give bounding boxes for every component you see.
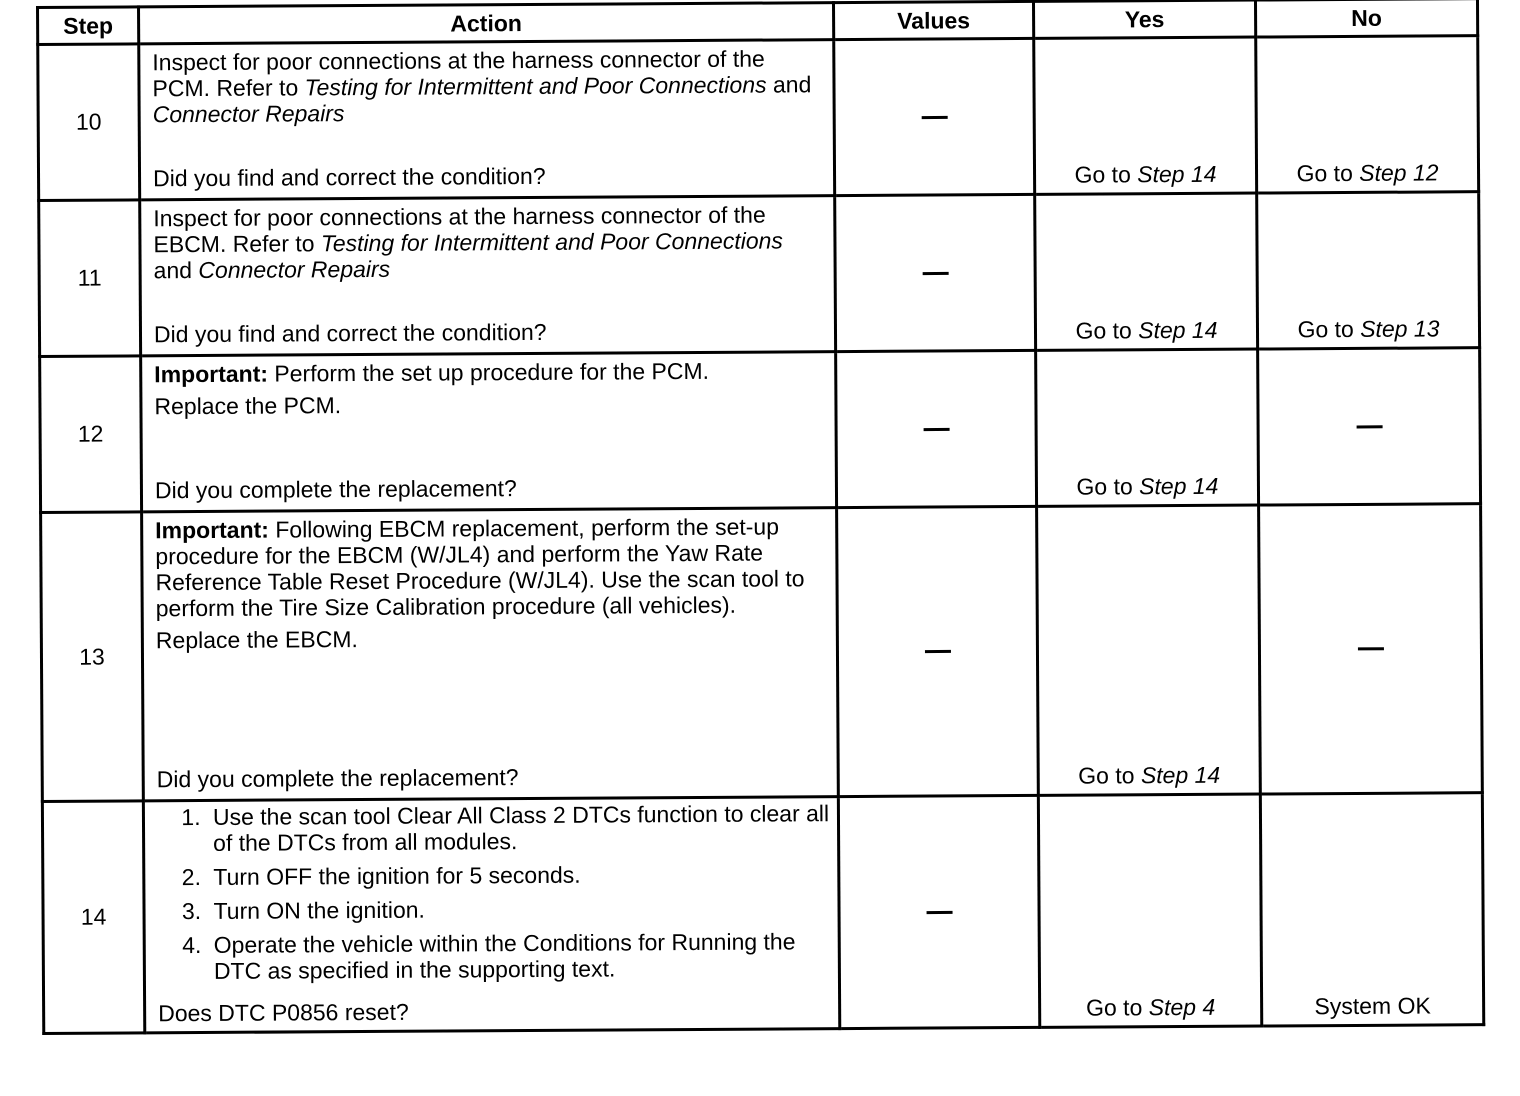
step-number: 13 xyxy=(41,512,144,802)
header-step: Step xyxy=(38,7,139,45)
action-cell xyxy=(142,508,839,801)
not-applicable-dash xyxy=(924,650,950,653)
action-question: Did you complete the replacement? xyxy=(156,764,519,793)
no-cell xyxy=(1257,192,1480,349)
reference-link: Connector Repairs xyxy=(152,100,345,128)
action-question: Did you complete the replacement? xyxy=(154,475,517,504)
header-yes: Yes xyxy=(1033,0,1255,38)
important-label: Important: xyxy=(155,516,270,544)
no-result: System OK xyxy=(1314,992,1431,1020)
yes-goto: Go to Step 4 xyxy=(1085,993,1216,1021)
not-applicable-dash xyxy=(1357,647,1383,650)
yes-goto: Go to Step 14 xyxy=(1075,316,1218,344)
not-applicable-dash xyxy=(1356,425,1382,428)
action-question: Did you find and correct the condition? xyxy=(153,318,547,348)
no-cell xyxy=(1260,793,1483,1026)
values-cell xyxy=(836,350,1037,507)
table-row xyxy=(40,348,1481,513)
no-cell xyxy=(1258,348,1481,505)
action-cell xyxy=(139,40,835,200)
step-number: 11 xyxy=(39,200,141,357)
action-cell xyxy=(140,196,836,356)
yes-cell xyxy=(1037,505,1261,795)
yes-goto: Go to Step 14 xyxy=(1076,472,1219,500)
no-goto: Go to Step 13 xyxy=(1297,315,1440,343)
action-text: Important: Perform the set up procedure for the PCM. Replace the PCM. xyxy=(142,353,834,419)
not-applicable-dash xyxy=(922,271,948,274)
reference-link: Testing for Intermittent and Poor Connections xyxy=(304,71,767,101)
action-cell xyxy=(143,797,839,1033)
yes-goto: Go to Step 14 xyxy=(1078,761,1221,789)
yes-cell xyxy=(1036,349,1259,506)
values-cell xyxy=(837,506,1039,796)
header-action: Action xyxy=(139,3,834,44)
header-no: No xyxy=(1255,0,1477,37)
table-row xyxy=(39,192,1480,357)
table-row xyxy=(38,36,1479,201)
table-row xyxy=(42,793,1483,1034)
table-row xyxy=(41,504,1483,802)
action-instruction: Replace the PCM. xyxy=(154,392,342,420)
list-item: 4. Operate the vehicle within the Conditions for Running the DTC as specified in the supporting text. xyxy=(208,928,838,984)
yes-cell xyxy=(1038,794,1261,1027)
step-number: 14 xyxy=(42,801,144,1034)
action-question: Does DTC P0856 reset? xyxy=(158,998,409,1027)
action-text: Important: Following EBCM replacement, perform the set-up procedure for the EBCM (W/JL4) and perform the Yaw Rate Reference Table Reset Procedure (W/JL4). Use the scan tool to perform the Tire Size Calibration procedure (all vehicles). Replace the EBCM. xyxy=(143,509,836,653)
not-applicable-dash xyxy=(923,427,949,430)
header-values: Values xyxy=(833,1,1033,39)
action-steps-list xyxy=(145,800,838,984)
action-text: Inspect for poor connections at the harness connector of the EBCM. Refer to Testing for Intermittent and Poor Connections and Connector Repairs xyxy=(153,201,783,284)
no-cell xyxy=(1259,504,1483,794)
no-cell xyxy=(1256,36,1479,193)
action-text: Inspect for poor connections at the harness connector of the PCM. Refer to Testing for Intermittent and Poor Connections and Connector Repairs xyxy=(152,45,812,128)
list-item: 2. Turn OFF the ignition for 5 seconds. xyxy=(207,860,837,890)
diagnostic-table xyxy=(36,0,1485,1035)
yes-goto: Go to Step 14 xyxy=(1074,160,1217,188)
yes-cell xyxy=(1034,37,1257,194)
values-cell xyxy=(838,795,1039,1028)
list-item: 3. Turn ON the ignition. xyxy=(207,894,837,924)
yes-cell xyxy=(1035,193,1258,350)
reference-link: Testing for Intermittent and Poor Connections xyxy=(320,227,783,257)
not-applicable-dash xyxy=(921,115,947,118)
step-number: 10 xyxy=(38,44,140,201)
values-cell xyxy=(834,38,1035,195)
reference-link: Connector Repairs xyxy=(198,255,391,284)
action-question: Did you find and correct the condition? xyxy=(152,162,546,192)
no-goto: Go to Step 12 xyxy=(1296,159,1439,187)
list-item: 1. Use the scan tool Clear All Class 2 DTCs function to clear all of the DTCs from all modules. xyxy=(207,800,837,856)
important-label: Important: xyxy=(154,360,269,388)
step-number: 12 xyxy=(40,356,142,513)
action-instruction: Replace the EBCM. xyxy=(155,626,358,654)
not-applicable-dash xyxy=(926,910,952,913)
values-cell xyxy=(835,194,1036,351)
action-cell xyxy=(141,352,837,512)
